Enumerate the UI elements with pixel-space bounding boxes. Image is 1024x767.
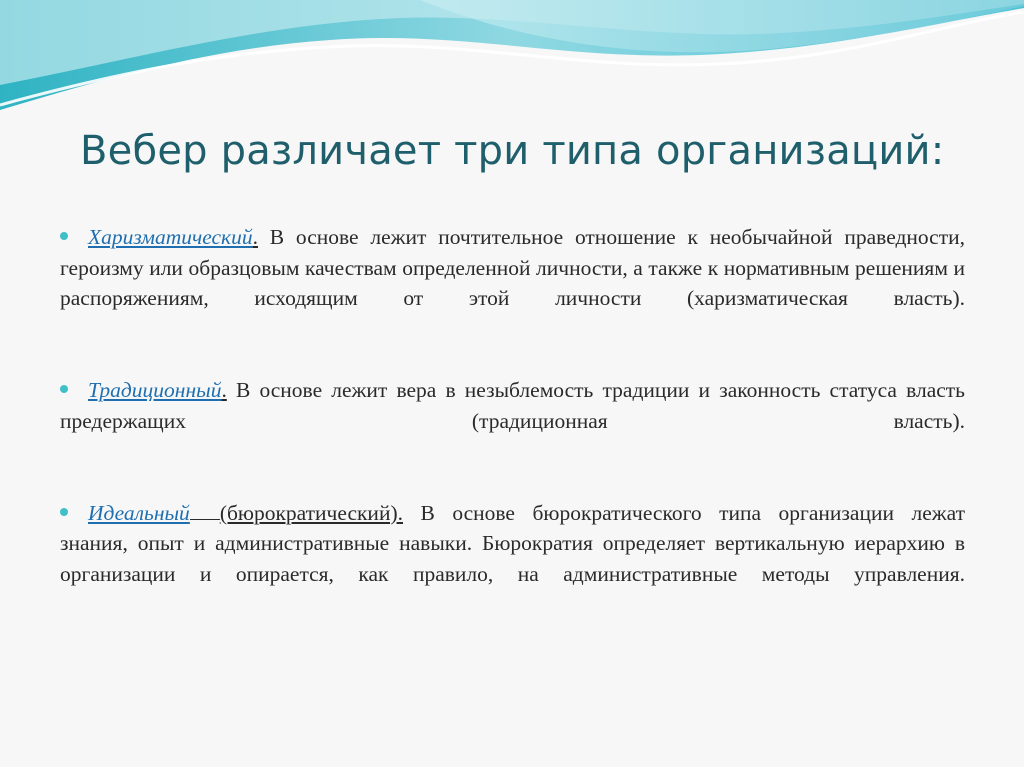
term-suffix: . — [252, 225, 258, 249]
term-link[interactable]: Традиционный — [88, 378, 222, 402]
underline-gap — [190, 501, 220, 520]
bullet-icon — [60, 232, 68, 240]
bullet-icon — [60, 385, 68, 393]
item-text: В основе лежит почтительное отношение к необычайной праведности, героизму или образцовым качествам определенной личности, а также к нормативным решениям и распоряжениям, исходящим от этой личности (харизматическая власть). — [60, 225, 965, 310]
term-link[interactable]: Харизматический — [88, 225, 253, 249]
item-text: В основе бюрократического типа организации лежат знания, опыт и административные навыки. Бюрократия определяет вертикальную иерархию в организации и опирается, как правило, на административные методы управления. — [60, 500, 965, 586]
term-extra: (бюрократический). — [219, 500, 403, 525]
decorative-wave-header — [0, 0, 1024, 130]
bullet-icon — [60, 508, 68, 516]
list-item-charismatic — [60, 222, 965, 344]
slide-title: Вебер различает три типа организаций: — [80, 128, 945, 174]
term-link[interactable]: Идеальный — [88, 500, 190, 525]
list-item-ideal — [60, 498, 965, 620]
bullet-list — [60, 222, 965, 651]
list-item-traditional — [60, 375, 965, 467]
term-suffix: . — [221, 378, 227, 402]
item-text: В основе лежит вера в незыблемость традиции и законность статуса власть предержащих (традиционная власть). — [60, 378, 965, 433]
